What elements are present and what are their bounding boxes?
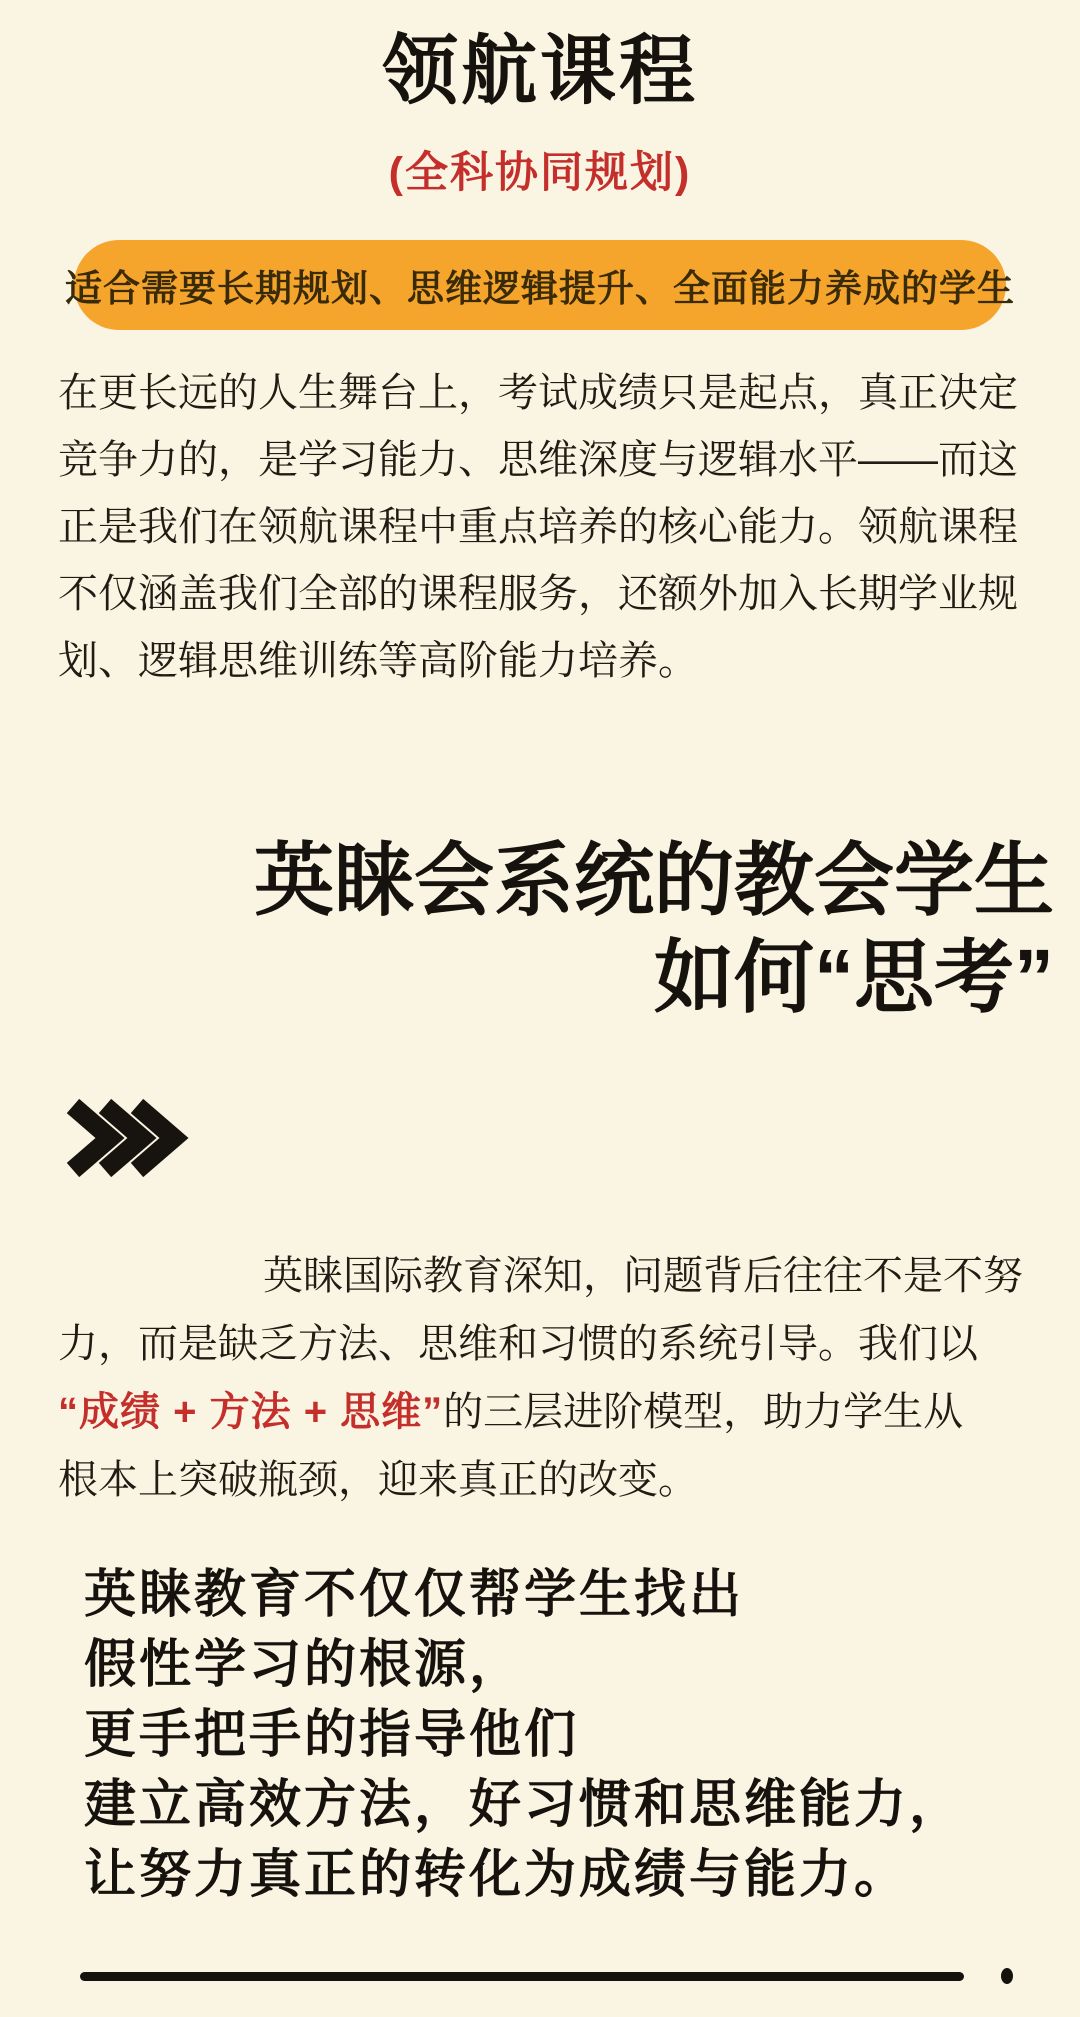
page-subtitle: (全科协同规划) <box>388 149 692 197</box>
method-line: 根本上突破瓶颈，迎来真正的改变。 <box>58 1458 698 1502</box>
intro-line: 划、逻辑思维训练等高阶能力培养。 <box>58 639 698 683</box>
footer-divider <box>80 1972 964 1981</box>
method-line: 英睐国际教育深知，问题背后往往不是不努 <box>263 1254 1023 1298</box>
audience-banner <box>65 240 1015 330</box>
headline-line-1: 英睐会系统的教会学生 <box>254 836 1054 925</box>
method-model-highlight: “成绩 + 方法 + 思维” <box>58 1390 444 1434</box>
page-title: 领航课程 <box>382 29 698 114</box>
intro-paragraph <box>58 360 1028 695</box>
section-headline <box>254 832 1054 1026</box>
method-line-tail: 的三层进阶模型，助力学生从 <box>443 1390 964 1434</box>
promise-line: 建立高效方法，好习惯和思维能力， <box>84 1776 965 1834</box>
intro-line: 不仅涵盖我们全部的课程服务，还额外加入长期学业规 <box>58 572 1018 616</box>
promise-line: 假性学习的根源， <box>84 1636 525 1694</box>
promise-block <box>84 1560 964 1910</box>
promise-line: 英睐教育不仅仅帮学生找出 <box>84 1566 745 1624</box>
intro-line: 在更长远的人生舞台上，考试成绩只是起点，真正决定 <box>58 371 1018 415</box>
footer-dot <box>1001 1968 1013 1984</box>
intro-line: 正是我们在领航课程中重点培养的核心能力。领航课程 <box>58 505 1018 549</box>
headline-line-2: 如何“思考” <box>654 933 1054 1022</box>
method-paragraph <box>58 1242 1028 1514</box>
method-line: 力，而是缺乏方法、思维和习惯的系统引导。我们以 <box>58 1322 978 1366</box>
audience-banner-label: 适合需要长期规划、思维逻辑提升、全面能力养成的学生 <box>65 268 1015 309</box>
triple-right-chevron-icon <box>64 1098 196 1178</box>
intro-line: 竞争力的，是学习能力、思维深度与逻辑水平——而这 <box>58 438 1018 482</box>
promise-line: 更手把手的指导他们 <box>84 1706 580 1764</box>
promise-line: 让努力真正的转化为成绩与能力。 <box>84 1846 910 1904</box>
method-line <box>58 1378 1028 1446</box>
